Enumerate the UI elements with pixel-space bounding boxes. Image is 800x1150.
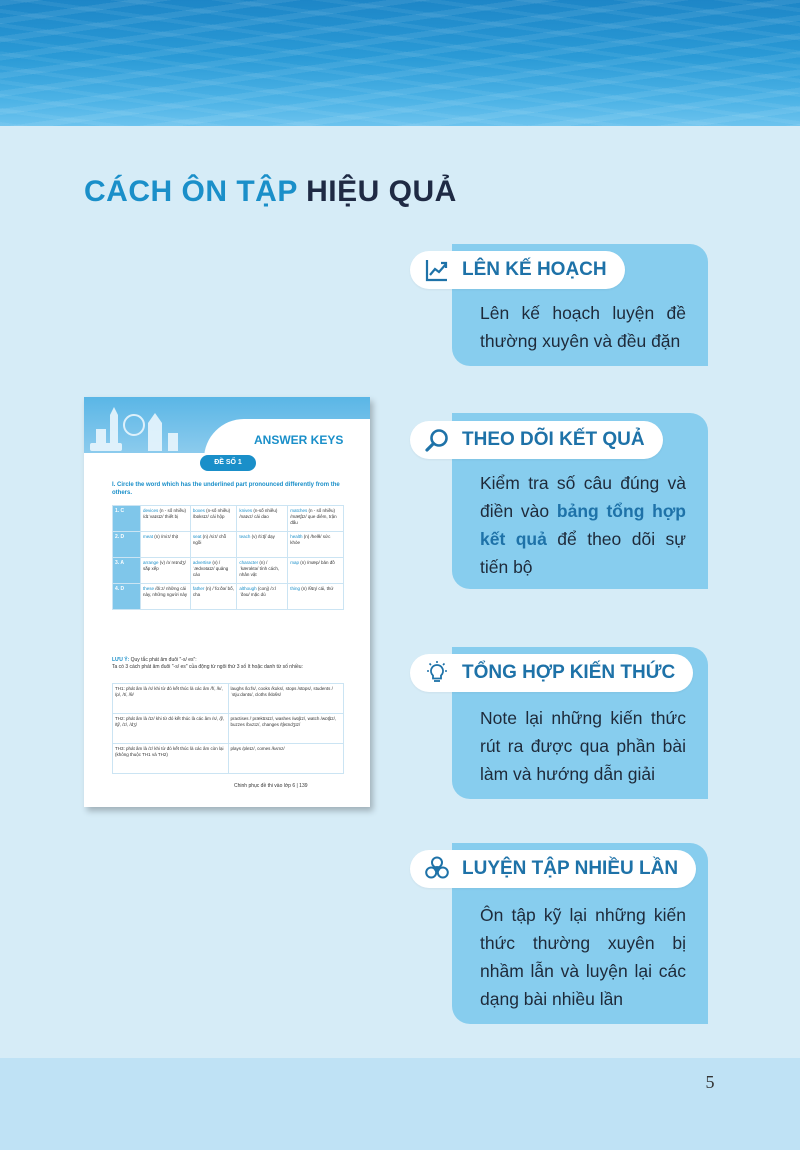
- preview-title: ANSWER KEYS: [254, 433, 344, 447]
- body-practice: Ôn tập kỹ lại những kiến thức thường xuyên bị nhầm lẫn và luyện lại các dạng bài nhiều lần: [480, 905, 686, 1009]
- page-title: [84, 175, 457, 209]
- body-plan: Lên kế hoạch luyện đề thường xuyên và đều đặn: [480, 303, 686, 351]
- body-summary: Note lại những kiến thức rút ra được qua phần bài làm và hướng dẫn giải: [480, 708, 686, 784]
- answer-cell: [288, 506, 344, 532]
- answer-key-preview: [84, 397, 370, 807]
- answer-word: knives: [239, 508, 253, 513]
- answer-row: [113, 506, 344, 532]
- answer-cell: [237, 558, 288, 584]
- answer-word: character: [239, 560, 259, 565]
- preview-badge: ĐỀ SỐ 1: [200, 455, 256, 471]
- ocean-banner: [0, 0, 800, 126]
- body-track-text: Kiểm tra số câu đúng và điền vào: [480, 473, 686, 521]
- preview-question: I. Circle the word which has the underlined part pronounced differently from the others.: [112, 482, 340, 496]
- title-part-2: HIỆU QUẢ: [306, 175, 457, 208]
- answer-word: father: [192, 586, 205, 591]
- heading-pill-practice: [410, 850, 696, 888]
- answer-word: boxes: [192, 508, 205, 513]
- answer-number: 1. C: [113, 506, 141, 532]
- answer-word: devices: [143, 508, 159, 513]
- answer-detail: (n) /helθ/ sức khỏe: [290, 534, 331, 545]
- answer-detail: (n - số nhiều) /mætʃɪz/ que diêm, trận đấu: [290, 508, 337, 525]
- answer-cell: [141, 506, 191, 532]
- answer-cell: [141, 558, 191, 584]
- heading-pill-plan: [410, 251, 625, 289]
- preview-rules-table: [112, 683, 344, 774]
- heading-plan: LÊN KẾ HOẠCH: [462, 259, 607, 280]
- answer-word: matches: [290, 508, 308, 513]
- answer-cell: [190, 506, 236, 532]
- answer-word: advertise: [192, 560, 212, 565]
- heading-pill-summary: [410, 654, 693, 692]
- page-number: 5: [705, 1072, 715, 1092]
- biohazard-icon: [424, 856, 450, 882]
- answer-word: health: [290, 534, 303, 539]
- answer-word: meat: [143, 534, 154, 539]
- answer-word: arrange: [143, 560, 159, 565]
- heading-summary: TỔNG HỢP KIẾN THỨC: [462, 662, 676, 683]
- answer-cell: [237, 532, 288, 558]
- answer-row: [113, 584, 344, 610]
- answer-detail: (v) /tiːtʃ/ dạy: [251, 534, 275, 539]
- answer-detail: (n) /siːt/ chỗ ngồi: [192, 534, 227, 545]
- answer-word: teach: [239, 534, 251, 539]
- chart-trend-icon: [424, 257, 450, 283]
- footer-band: [0, 1058, 800, 1150]
- answer-row: [113, 532, 344, 558]
- answer-cell: [190, 558, 236, 584]
- answer-cell: [190, 532, 236, 558]
- title-part-1: CÁCH ÔN TẬP: [84, 175, 298, 208]
- answer-detail: (n-số nhiều) /bɒksɪz/ cái hộp: [192, 508, 231, 519]
- answer-detail: (n - số nhiều) /dɪˈvaɪsɪz/ thiết bị: [143, 508, 187, 519]
- rule-cell-right: laughs /lɑːfs/, cooks /kʊks/, stops /stɒps/, students /ˈstjuːdənts/, cloths /klɒθs/: [228, 684, 344, 714]
- answer-cell: [288, 532, 344, 558]
- body-track: [480, 469, 686, 581]
- answer-number: 4. D: [113, 584, 141, 610]
- rule-row: [113, 714, 344, 744]
- answer-detail: (n) /ˈkærəktə/ tính cách, nhân vật: [239, 560, 280, 577]
- answer-cell: [237, 584, 288, 610]
- answer-detail: (n) /miːt/ thịt: [154, 534, 179, 539]
- body-track-text-end: để theo dõi sự tiến bộ: [480, 529, 686, 577]
- answer-detail: (n) /mæp/ bản đồ: [300, 560, 335, 565]
- city-skyline-icon: [88, 403, 198, 455]
- heading-pill-track: [410, 421, 663, 459]
- answer-cell: [237, 506, 288, 532]
- answer-detail: /ðiːz/ những cái này, những người này: [143, 586, 188, 597]
- rule-row: [113, 684, 344, 714]
- answer-word: map: [290, 560, 300, 565]
- heading-track: THEO DÕI KẾT QUẢ: [462, 429, 645, 450]
- heading-practice: LUYỆN TẬP NHIỀU LẦN: [462, 858, 679, 879]
- answer-cell: [141, 584, 191, 610]
- rule-row: [113, 744, 344, 774]
- answer-number: 3. A: [113, 558, 141, 584]
- answer-word: thing: [290, 586, 301, 591]
- answer-cell: [288, 558, 344, 584]
- note-title: Quy tắc phát âm đuôi "-s/ es":: [130, 657, 197, 663]
- rule-cell-left: TH3: phát âm là /z/ khi từ đó kết thúc là các âm còn lại (không thuộc TH1 và TH2): [113, 744, 229, 774]
- note-text: Ta có 3 cách phát âm đuôi "-s/ es" của động từ ngôi thứ 3 số ít hoặc danh từ số nhiều:: [112, 664, 303, 670]
- answer-cell: [141, 532, 191, 558]
- answer-detail: (conj) /ɔːlˈðəʊ/ mặc dù: [239, 586, 277, 597]
- answer-detail: (n-số nhiều) /naɪvz/ cái dao: [239, 508, 278, 519]
- answer-detail: (v) /əˈreɪndʒ/ sắp xếp: [143, 560, 186, 571]
- lightbulb-icon: [424, 660, 450, 686]
- preview-note: [112, 657, 344, 671]
- answer-cell: [288, 584, 344, 610]
- body-track-highlight: bảng tổng hợp kết quả: [480, 501, 686, 549]
- answer-cell: [190, 584, 236, 610]
- search-icon: [424, 427, 450, 453]
- answer-detail: (v) /ˈædvətaɪz/ quảng cáo: [192, 560, 229, 577]
- preview-answer-table: [112, 505, 344, 610]
- rule-cell-right: practises /ˈpræktɪsɪz/, washes /wɒʃɪz/, watch /wɒtʃɪz/, buzzes /bʌzɪz/, changes /tʃeɪndʒɪz/: [228, 714, 344, 744]
- answer-word: seat: [192, 534, 202, 539]
- answer-word: these: [143, 586, 155, 591]
- rule-cell-right: plays /pleɪz/, comes /kʌmz/: [228, 744, 344, 774]
- rule-cell-left: TH2: phát âm là /ɪz/ khi từ đó kết thúc là các âm /s/, /ʃ/, /tʃ/, /z/, /dʒ/: [113, 714, 229, 744]
- answer-detail: (n) /θɪŋ/ cái, thứ: [301, 586, 334, 591]
- answer-number: 2. D: [113, 532, 141, 558]
- answer-row: [113, 558, 344, 584]
- note-tag: LƯU Ý:: [112, 657, 130, 663]
- answer-word: although: [239, 586, 257, 591]
- rule-cell-left: TH1: phát âm là /s/ khi từ đó kết thúc là các âm /f/, /k/, /p/, /t/, /θ/: [113, 684, 229, 714]
- answer-detail: (n) /ˈfɑːðə/ bố, cha: [192, 586, 234, 597]
- preview-footer: Chinh phục đề thi vào lớp 6 | 139: [234, 783, 308, 789]
